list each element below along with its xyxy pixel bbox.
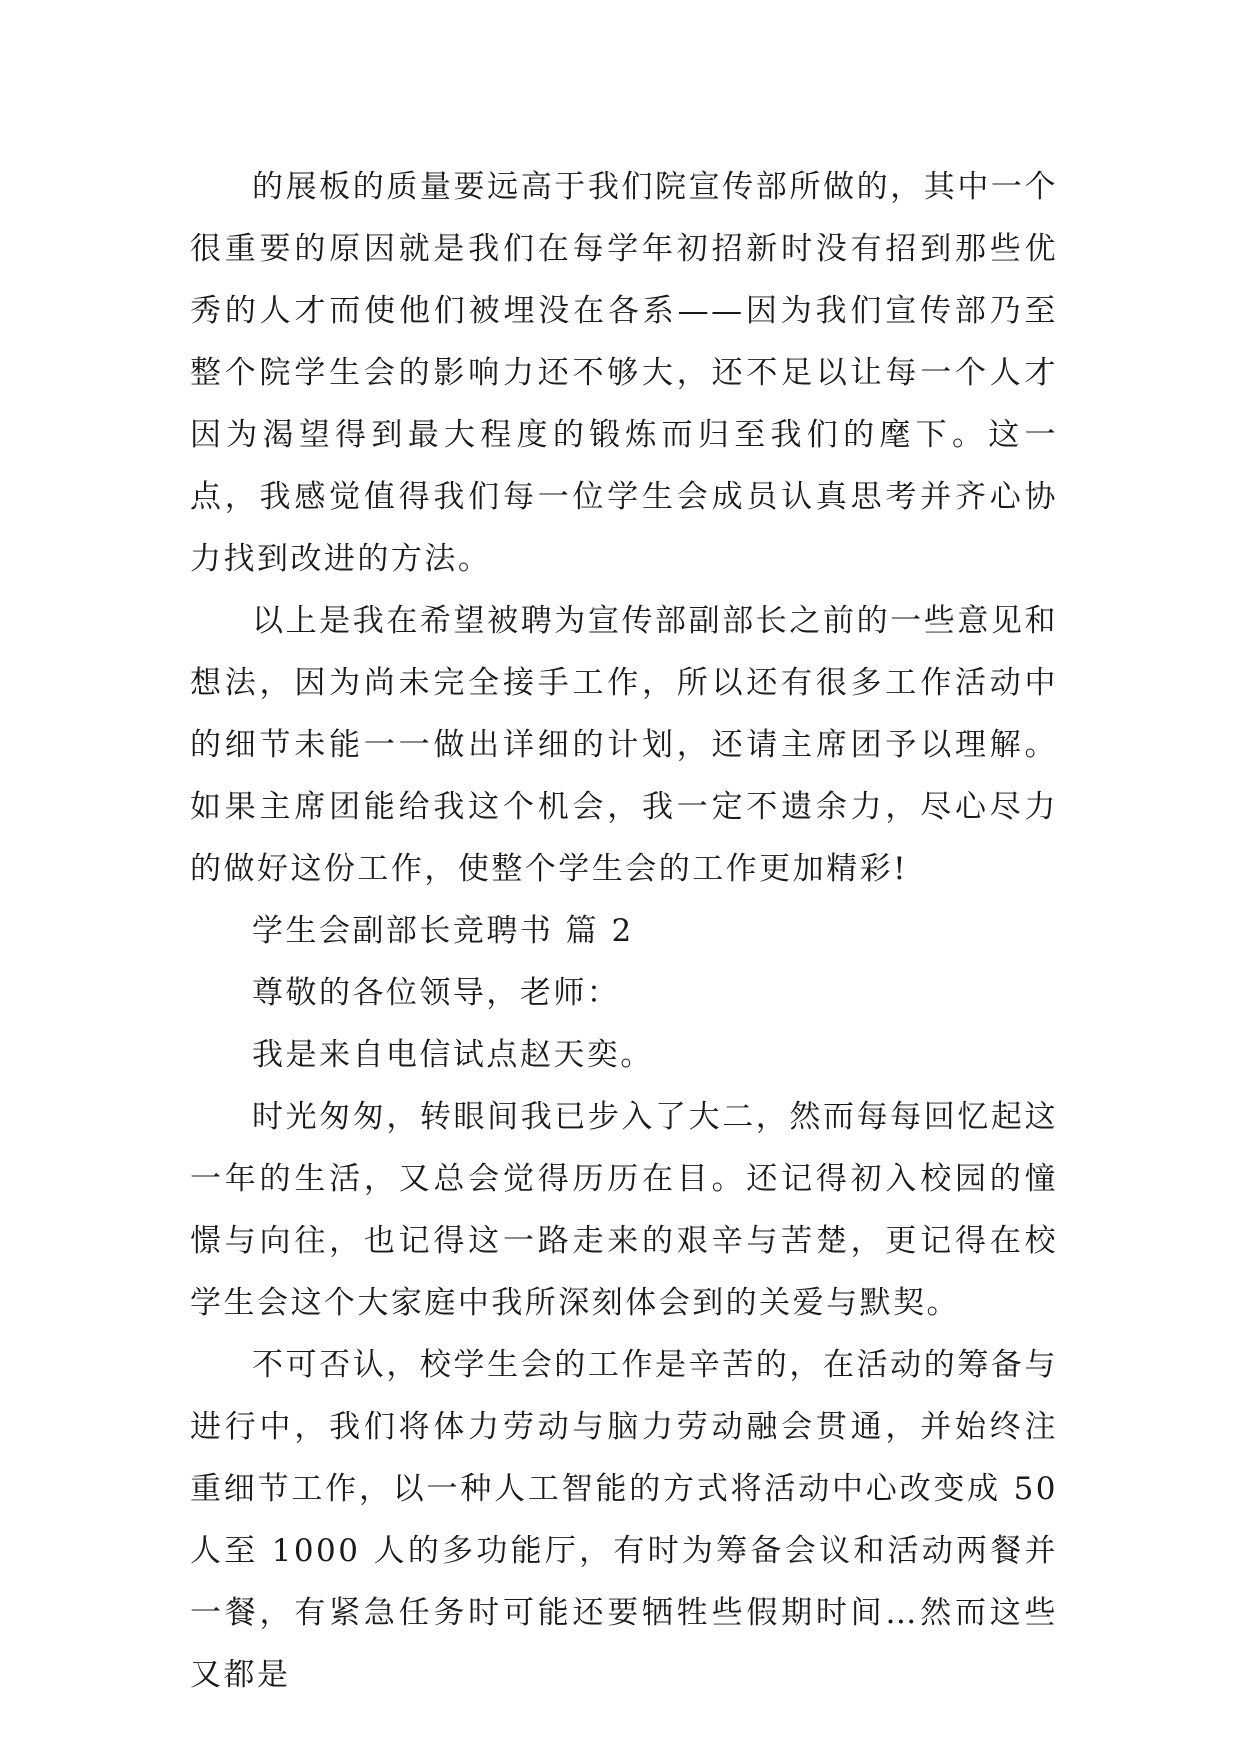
paragraph-4: 不可否认，校学生会的工作是辛苦的，在活动的筹备与进行中，我们将体力劳动与脑力劳动融会贯通，并始终注重细节工作，以一种人工智能的方式将活动中心改变成 50 人至 1000 人的多功能厅，有时为筹备会议和活动两餐并一餐，有紧急任务时可能还要牺牲些假期时间…然而这些又都是 xyxy=(190,1347,1058,1693)
section-heading: 学生会副部长竞聘书 篇 2 xyxy=(252,913,634,949)
document-body xyxy=(190,156,1058,1706)
salutation: 尊敬的各位领导，老师： xyxy=(252,975,621,1011)
paragraph-3: 时光匆匆，转眼间我已步入了大二，然而每每回忆起这一年的生活，又总会觉得历历在目。还记得初入校园的憧憬与向往，也记得这一路走来的艰辛与苦楚，更记得在校学生会这个大家庭中我所深刻体会到的关爱与默契。 xyxy=(190,1099,1058,1321)
paragraph-1: 的展板的质量要远高于我们院宣传部所做的，其中一个很重要的原因就是我们在每学年初招新时没有招到那些优秀的人才而使他们被埋没在各系——因为我们宣传部乃至整个院学生会的影响力还不够大，还不足以让每一个人才因为渴望得到最大程度的锻炼而归至我们的麾下。这一点，我感觉值得我们每一位学生会成员认真思考并齐心协力找到改进的方法。 xyxy=(190,169,1058,577)
self-introduction: 我是来自电信试点赵天奕。 xyxy=(252,1037,654,1073)
paragraph-2: 以上是我在希望被聘为宣传部副部长之前的一些意见和想法，因为尚未完全接手工作，所以还有很多工作活动中的细节未能一一做出详细的计划，还请主席团予以理解。如果主席团能给我这个机会，我一定不遗余力，尽心尽力的做好这份工作，使整个学生会的工作更加精彩! xyxy=(190,603,1058,887)
